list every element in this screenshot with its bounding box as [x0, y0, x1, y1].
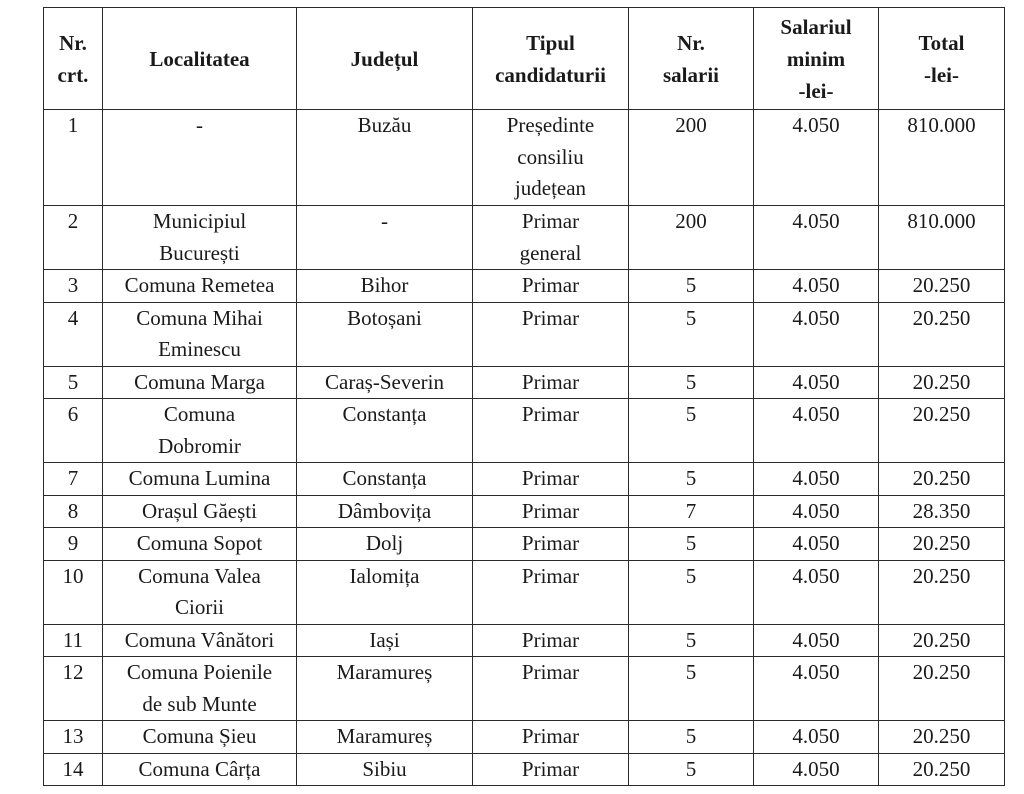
cell-tip-candidatura: [473, 366, 629, 399]
cell-localitate-line: Dobromir: [158, 433, 241, 458]
cell-nr-crt: [44, 528, 103, 561]
cell-localitate-line: Comuna Sopot: [136, 531, 263, 555]
cell-localitate-line: București: [159, 240, 240, 265]
cell-nr-crt: [44, 495, 103, 528]
cell-nr-salarii-value: 5: [685, 563, 697, 588]
cell-tip-candidatura: [473, 302, 629, 366]
cell-salariul-minim: [754, 110, 879, 206]
cell-nr-crt-value: 1: [67, 113, 79, 137]
cell-localitate-line: Comuna Poienile: [126, 660, 273, 684]
cell-total: [879, 206, 1005, 270]
table-row: [44, 528, 1005, 561]
cell-localitate-line: Ciorii: [174, 595, 224, 619]
cell-nr-crt: [44, 463, 103, 496]
cell-judet: [297, 399, 473, 463]
header-nr-salarii: Nr. salarii: [629, 8, 754, 110]
cell-judet-line: Caraș-Severin: [325, 369, 444, 394]
cell-nr-salarii-value: 200: [675, 209, 707, 233]
cell-nr-crt-value: 7: [67, 466, 79, 490]
cell-nr-crt: [44, 270, 103, 303]
cell-nr-salarii-value: 5: [685, 402, 697, 426]
cell-tip-candidatura-line: județean: [514, 176, 587, 200]
cell-localitate: [103, 753, 297, 786]
cell-nr-salarii: [629, 270, 754, 303]
cell-judet-line: Maramureș: [336, 724, 433, 748]
cell-nr-crt-value: 4: [67, 305, 79, 330]
cell-nr-salarii: [629, 302, 754, 366]
cell-total: [879, 721, 1005, 754]
cell-judet-line: Bihor: [360, 273, 409, 297]
cell-judet: [297, 110, 473, 206]
cell-nr-crt-value: 5: [67, 369, 79, 394]
cell-total: [879, 366, 1005, 399]
cell-total-value: 20.250: [912, 627, 971, 652]
cell-nr-crt: [44, 657, 103, 721]
cell-total: [879, 753, 1005, 786]
cell-total: [879, 302, 1005, 366]
cell-judet-line: Botoșani: [347, 305, 422, 330]
cell-localitate-line: Comuna Marga: [134, 369, 265, 394]
cell-judet: [297, 657, 473, 721]
cell-tip-candidatura: [473, 463, 629, 496]
cell-nr-salarii-value: 5: [685, 660, 697, 684]
cell-judet-line: Buzău: [357, 113, 412, 137]
cell-judet: [297, 495, 473, 528]
cell-localitate: [103, 657, 297, 721]
cell-judet: [297, 366, 473, 399]
cell-total: [879, 110, 1005, 206]
cell-total: [879, 624, 1005, 657]
cell-salariul-minim: [754, 399, 879, 463]
cell-salariul-minim-value: 4.050: [792, 466, 840, 490]
cell-salariul-minim: [754, 206, 879, 270]
cell-judet: [297, 302, 473, 366]
cell-salariul-minim: [754, 495, 879, 528]
cell-nr-salarii: [629, 624, 754, 657]
cell-nr-crt: [44, 721, 103, 754]
cell-total-value: 20.250: [912, 563, 971, 588]
cell-localitate-line: Municipiul: [152, 209, 247, 233]
cell-nr-salarii: [629, 399, 754, 463]
cell-nr-salarii-value: 5: [685, 756, 697, 781]
cell-judet-line: Constanța: [342, 402, 427, 426]
cell-nr-salarii-value: 5: [685, 369, 697, 394]
table-row: [44, 110, 1005, 206]
cell-total: [879, 495, 1005, 528]
cell-tip-candidatura-line: Primar: [521, 563, 580, 588]
cell-localitate: [103, 463, 297, 496]
cell-nr-crt-value: 14: [62, 756, 84, 781]
cell-nr-salarii-value: 5: [685, 466, 697, 490]
cell-judet: [297, 560, 473, 624]
cell-judet-line: Ialomița: [349, 563, 420, 588]
cell-salariul-minim-value: 4.050: [792, 531, 840, 555]
cell-localitate-line: de sub Munte: [142, 691, 257, 716]
cell-localitate: [103, 302, 297, 366]
cell-total-value: 20.250: [912, 402, 971, 426]
cell-localitate-line: Comuna Cârța: [138, 756, 261, 781]
cell-tip-candidatura-line: Primar: [521, 660, 580, 684]
cell-judet-line: Constanța: [342, 466, 427, 490]
cell-salariul-minim-value: 4.050: [792, 369, 840, 394]
cell-judet: [297, 624, 473, 657]
cell-salariul-minim-value: 4.050: [792, 273, 840, 297]
cell-judet-line: Iași: [369, 627, 400, 652]
cell-nr-crt: [44, 560, 103, 624]
cell-localitate-line: Eminescu: [158, 337, 241, 361]
cell-salariul-minim: [754, 528, 879, 561]
cell-nr-crt: [44, 206, 103, 270]
header-salariul-minim: Salariul minim -lei-: [754, 8, 879, 110]
candidates-salary-table: [43, 7, 1005, 786]
cell-localitate: [103, 270, 297, 303]
cell-total: [879, 463, 1005, 496]
cell-nr-salarii-value: 5: [685, 531, 697, 555]
cell-tip-candidatura-line: Primar: [521, 531, 580, 555]
cell-tip-candidatura: [473, 721, 629, 754]
cell-salariul-minim-value: 4.050: [792, 209, 840, 233]
cell-localitate: [103, 399, 297, 463]
cell-total-value: 810.000: [907, 209, 976, 233]
cell-nr-crt: [44, 399, 103, 463]
table-row: [44, 560, 1005, 624]
cell-judet: [297, 270, 473, 303]
cell-localitate: [103, 624, 297, 657]
cell-tip-candidatura-line: Primar: [521, 369, 580, 394]
cell-salariul-minim: [754, 624, 879, 657]
cell-tip-candidatura-line: Primar: [521, 209, 580, 233]
cell-total-value: 20.250: [912, 466, 971, 490]
cell-tip-candidatura-line: Primar: [521, 724, 580, 748]
cell-tip-candidatura-line: Primar: [521, 305, 580, 330]
header-localitatea: Localitatea: [103, 8, 297, 110]
cell-localitate: [103, 721, 297, 754]
cell-judet: [297, 721, 473, 754]
cell-salariul-minim-value: 4.050: [792, 627, 840, 652]
cell-localitate: [103, 560, 297, 624]
cell-tip-candidatura: [473, 399, 629, 463]
cell-nr-salarii-value: 5: [685, 273, 697, 297]
cell-salariul-minim: [754, 463, 879, 496]
cell-tip-candidatura: [473, 560, 629, 624]
table-row: [44, 302, 1005, 366]
header-nr-crt: Nr. crt.: [44, 8, 103, 110]
table-row: [44, 657, 1005, 721]
cell-localitate-line: Comuna Vânători: [124, 627, 275, 652]
cell-total-value: 20.250: [912, 724, 971, 748]
table-row: [44, 495, 1005, 528]
cell-tip-candidatura-line: Primar: [521, 273, 580, 297]
cell-nr-crt: [44, 753, 103, 786]
cell-salariul-minim: [754, 560, 879, 624]
cell-tip-candidatura: [473, 110, 629, 206]
cell-salariul-minim-value: 4.050: [792, 756, 840, 781]
cell-total: [879, 657, 1005, 721]
cell-judet: [297, 528, 473, 561]
cell-localitate: [103, 495, 297, 528]
cell-salariul-minim-value: 4.050: [792, 402, 840, 426]
table-row: [44, 624, 1005, 657]
cell-tip-candidatura: [473, 753, 629, 786]
cell-salariul-minim-value: 4.050: [792, 660, 840, 684]
cell-nr-salarii-value: 7: [685, 498, 697, 523]
cell-nr-crt-value: 9: [67, 531, 79, 555]
cell-tip-candidatura-line: Primar: [521, 466, 580, 490]
cell-judet-line: -: [381, 209, 388, 233]
cell-nr-salarii-value: 5: [685, 305, 697, 330]
cell-salariul-minim-value: 4.050: [792, 563, 840, 588]
table-row: [44, 463, 1005, 496]
cell-tip-candidatura: [473, 495, 629, 528]
cell-nr-crt: [44, 302, 103, 366]
cell-tip-candidatura: [473, 528, 629, 561]
header-row: [44, 8, 1005, 110]
header-total: Total -lei-: [879, 8, 1005, 110]
cell-salariul-minim: [754, 270, 879, 303]
cell-localitate-line: -: [196, 113, 203, 137]
cell-tip-candidatura: [473, 206, 629, 270]
cell-nr-salarii: [629, 528, 754, 561]
cell-salariul-minim: [754, 302, 879, 366]
cell-total-value: 20.250: [912, 531, 971, 555]
cell-total-value: 28.350: [912, 498, 971, 523]
cell-tip-candidatura: [473, 270, 629, 303]
cell-total-value: 20.250: [912, 369, 971, 394]
cell-judet-line: Dolj: [365, 531, 404, 555]
cell-localitate-line: Comuna Șieu: [142, 724, 257, 748]
cell-nr-salarii: [629, 560, 754, 624]
cell-localitate: [103, 528, 297, 561]
cell-nr-salarii: [629, 206, 754, 270]
cell-nr-salarii-value: 5: [685, 627, 697, 652]
cell-localitate-line: Comuna Mihai: [136, 305, 263, 330]
cell-salariul-minim: [754, 753, 879, 786]
cell-salariul-minim-value: 4.050: [792, 113, 840, 137]
cell-salariul-minim-value: 4.050: [792, 305, 840, 330]
cell-nr-crt: [44, 624, 103, 657]
cell-tip-candidatura-line: general: [519, 240, 582, 265]
cell-nr-crt-value: 8: [67, 498, 79, 523]
cell-localitate-line: Comuna Valea: [138, 563, 261, 588]
cell-tip-candidatura: [473, 657, 629, 721]
cell-nr-salarii: [629, 657, 754, 721]
cell-tip-candidatura-line: Primar: [521, 756, 580, 781]
cell-localitate-line: Comuna: [163, 402, 236, 426]
cell-nr-salarii: [629, 463, 754, 496]
cell-total-value: 20.250: [912, 305, 971, 330]
table-row: [44, 721, 1005, 754]
cell-judet-line: Maramureș: [336, 660, 433, 684]
cell-judet: [297, 463, 473, 496]
cell-salariul-minim: [754, 721, 879, 754]
cell-nr-salarii: [629, 753, 754, 786]
cell-salariul-minim-value: 4.050: [792, 498, 840, 523]
cell-tip-candidatura-line: consiliu: [517, 144, 584, 169]
cell-localitate-line: Orașul Găești: [142, 498, 257, 523]
cell-tip-candidatura-line: Primar: [521, 402, 580, 426]
cell-judet: [297, 753, 473, 786]
cell-nr-salarii: [629, 721, 754, 754]
cell-nr-crt-value: 2: [67, 209, 79, 233]
table-row: [44, 366, 1005, 399]
cell-localitate: [103, 366, 297, 399]
cell-total: [879, 528, 1005, 561]
table-row: [44, 270, 1005, 303]
cell-salariul-minim: [754, 657, 879, 721]
cell-nr-salarii: [629, 110, 754, 206]
cell-salariul-minim-value: 4.050: [792, 724, 840, 748]
cell-nr-crt-value: 6: [67, 402, 79, 426]
cell-tip-candidatura-line: Președinte: [506, 113, 595, 137]
cell-tip-candidatura: [473, 624, 629, 657]
cell-total: [879, 399, 1005, 463]
header-judetul: Județul: [297, 8, 473, 110]
cell-total-value: 20.250: [912, 660, 971, 684]
cell-judet-line: Sibiu: [362, 756, 407, 781]
cell-localitate: [103, 206, 297, 270]
cell-total-value: 20.250: [912, 756, 971, 781]
cell-nr-crt-value: 11: [62, 627, 84, 652]
cell-nr-crt-value: 13: [62, 724, 84, 748]
cell-tip-candidatura-line: Primar: [521, 498, 580, 523]
cell-nr-crt-value: 10: [62, 563, 84, 588]
cell-nr-salarii-value: 200: [675, 113, 707, 137]
cell-nr-salarii: [629, 366, 754, 399]
cell-total: [879, 270, 1005, 303]
table-row: [44, 206, 1005, 270]
cell-tip-candidatura-line: Primar: [521, 627, 580, 652]
cell-localitate-line: Comuna Remetea: [124, 273, 275, 297]
cell-nr-crt-value: 12: [62, 660, 84, 684]
cell-nr-crt-value: 3: [67, 273, 79, 297]
cell-nr-salarii: [629, 495, 754, 528]
table-body: [44, 110, 1005, 786]
cell-total-value: 810.000: [907, 113, 976, 137]
cell-judet-line: Dâmbovița: [337, 498, 432, 523]
cell-judet: [297, 206, 473, 270]
cell-total-value: 20.250: [912, 273, 971, 297]
cell-localitate: [103, 110, 297, 206]
cell-nr-crt: [44, 366, 103, 399]
cell-salariul-minim: [754, 366, 879, 399]
header-tipul-candidaturii: Tipul candidaturii: [473, 8, 629, 110]
cell-nr-salarii-value: 5: [685, 724, 697, 748]
table-row: [44, 399, 1005, 463]
table-row: [44, 753, 1005, 786]
cell-nr-crt: [44, 110, 103, 206]
cell-localitate-line: Comuna Lumina: [128, 466, 271, 490]
cell-total: [879, 560, 1005, 624]
